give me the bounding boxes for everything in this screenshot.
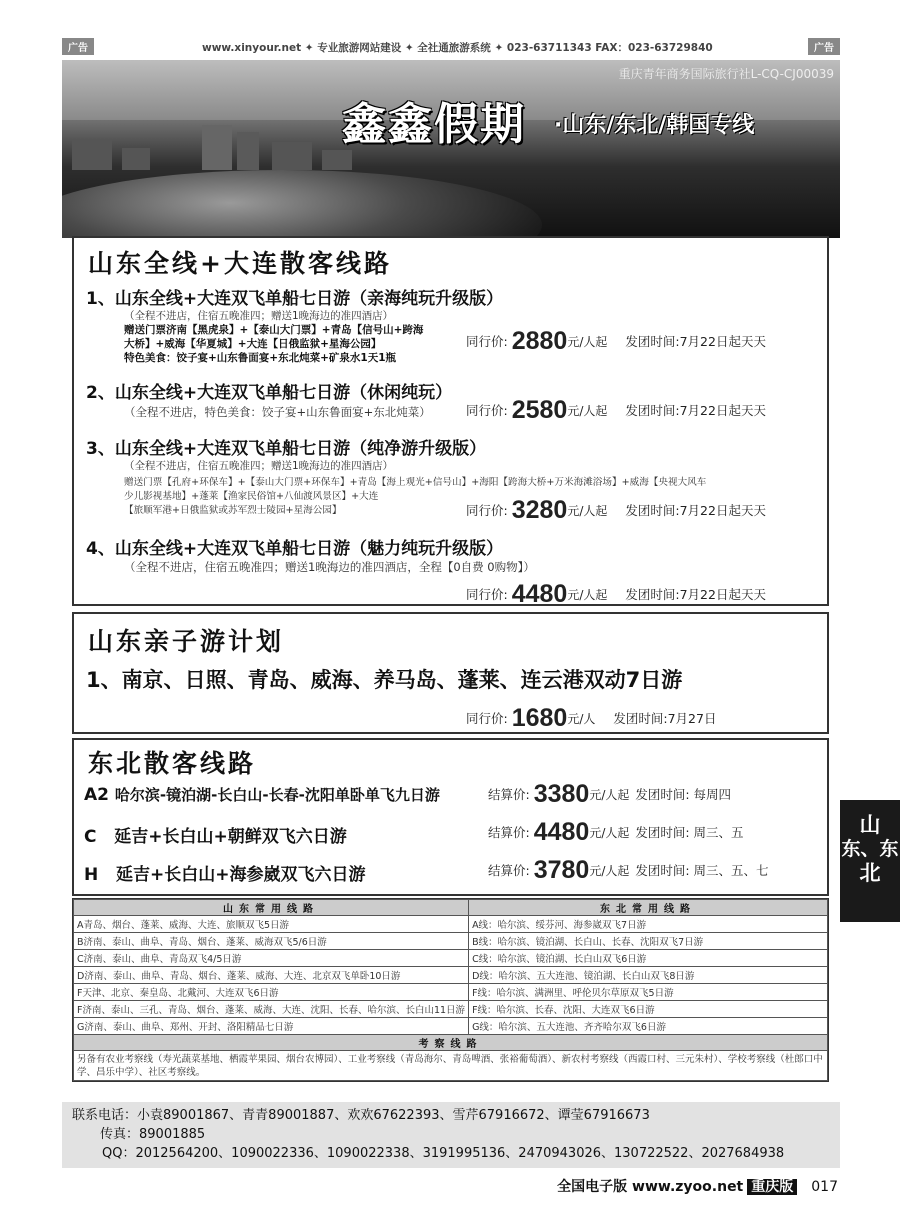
- contact-qq: QQ：2012564200、1090022336、1090022338、3191995136、2470943026、130722522、2027684938: [102, 1146, 785, 1161]
- table-header-northeast: 东北常用线路: [469, 900, 828, 916]
- route-title[interactable]: A2 哈尔滨-镜泊湖-长白山-长春-沈阳单卧单飞九日游: [84, 785, 440, 805]
- page-number: 017: [811, 1179, 838, 1195]
- price-row: 同行价: 1680元/人 发团时间:7月27日: [466, 704, 717, 732]
- ad-tag-left: 广告: [62, 38, 94, 55]
- route-note: （全程不进店，住宿五晚准四；赠送1晚海边的准四酒店）: [124, 460, 394, 472]
- brand-subtitle: ·山东/东北/韩国专线: [554, 113, 755, 138]
- price-row: 同行价: 4480元/人起 发团时间:7月22日起天天: [466, 580, 766, 608]
- contact-fax: 传真：89001885: [100, 1127, 206, 1142]
- banner-beach: [62, 170, 542, 238]
- license-number: 重庆青年商务国际旅行社L-CQ-CJ00039: [618, 67, 834, 81]
- route-title[interactable]: 2、山东全线+大连双飞单船七日游（休闲纯玩）: [86, 383, 453, 403]
- footer-site: 全国电子版 www.zyoo.net: [557, 1179, 744, 1195]
- ad-tag-right: 广告: [808, 38, 840, 55]
- depart-time: 发团时间:7月27日: [613, 711, 717, 726]
- depart-time: 发团时间:7月22日起天天: [625, 334, 766, 349]
- price: 1680: [511, 704, 568, 732]
- route-title[interactable]: 3、山东全线+大连双飞单船七日游（纯净游升级版）: [86, 439, 487, 459]
- contact-phone: 联系电话：小袁89001867、青青89001887、欢欢67622393、雪芹67916672、谭莹67916673: [72, 1108, 650, 1123]
- brand-title: 鑫鑫假期: [342, 99, 526, 150]
- section-family-trip: [72, 612, 829, 734]
- price: 3780: [533, 856, 590, 884]
- route-title[interactable]: H 延吉+长白山+海参崴双飞六日游: [84, 865, 366, 885]
- contact-box: [62, 1102, 840, 1168]
- depart-time: 发团时间:7月22日起天天: [625, 403, 766, 418]
- price: 2580: [511, 396, 568, 424]
- common-routes-table: [72, 898, 829, 1082]
- price: 3280: [511, 496, 568, 524]
- route-extra: 赠送门票【孔府+环保车】+【泰山大门票+环保车】+青岛【海上观光+信号山】+海阳【跨海大桥+万米海滩浴场】+威海【央视大风车: [124, 477, 707, 488]
- price-row: 同行价: 2580元/人起 发团时间:7月22日起天天: [466, 396, 766, 424]
- route-extra: 特色美食：饺子宴+山东鲁面宴+东北炖菜+矿泉水1天1瓶: [124, 352, 397, 364]
- depart-time: 发团时间:7月22日起天天: [625, 587, 766, 602]
- route-title[interactable]: 4、山东全线+大连双飞单船七日游（魅力纯玩升级版）: [86, 539, 504, 559]
- region-side-tab: 山 东、东 北: [840, 800, 900, 922]
- route-note: （全程不进店，住宿五晚准四；赠送1晚海边的准四酒店，全程【0自费 0购物】）: [124, 560, 535, 574]
- section-title: 山东全线+大连散客线路: [88, 249, 392, 278]
- price: 2880: [511, 327, 568, 355]
- top-ad-bar: [62, 38, 840, 56]
- depart-time: 发团时间: 周三、五: [635, 825, 744, 840]
- price-row: 结算价: 3780元/人起 发团时间: 周三、五、七: [488, 856, 769, 884]
- route-extra: 【旅顺军港+日俄监狱或苏军烈士陵园+星海公园】: [124, 505, 342, 516]
- price-row: 同行价: 2880元/人起 发团时间:7月22日起天天: [466, 327, 766, 355]
- footer-edition: 重庆版: [747, 1179, 797, 1195]
- price-row: 结算价: 4480元/人起 发团时间: 周三、五: [488, 818, 744, 846]
- table-row: G济南、泰山、曲阜、郑州、开封、洛阳精品七日游 G线：哈尔滨、五大连池、齐齐哈尔双飞6日游: [74, 1018, 828, 1035]
- price-row: 结算价: 3380元/人起 发团时间: 每周四: [488, 780, 732, 808]
- banner-skyline: [62, 120, 382, 170]
- page-footer: [557, 1176, 838, 1196]
- price-row: 同行价: 3280元/人起 发团时间:7月22日起天天: [466, 496, 766, 524]
- depart-time: 发团时间: 每周四: [635, 787, 732, 802]
- route-note: （全程不进店，住宿五晚准四；赠送1晚海边的准四酒店）: [124, 310, 394, 322]
- route-extra: 少儿影视基地】+蓬莱【渔家民俗馆+八仙渡风景区】+大连: [124, 491, 379, 502]
- route-note: （全程不进店，特色美食：饺子宴+山东鲁面宴+东北炖菜）: [124, 405, 431, 419]
- section-title: 东北散客线路: [88, 749, 257, 778]
- table-header-inspection: 考察线路: [74, 1035, 828, 1051]
- depart-time: 发团时间:7月22日起天天: [625, 503, 766, 518]
- depart-time: 发团时间: 周三、五、七: [635, 863, 769, 878]
- price: 3380: [533, 780, 590, 808]
- table-row: F天津、北京、秦皇岛、北戴河、大连双飞6日游 F线：哈尔滨、满洲里、呼伦贝尔草原双飞5日游: [74, 984, 828, 1001]
- route-title[interactable]: 1、山东全线+大连双飞单船七日游（亲海纯玩升级版）: [86, 289, 504, 309]
- route-title[interactable]: 1、南京、日照、青岛、威海、养马岛、蓬莱、连云港双动7日游: [86, 668, 683, 692]
- table-row: F济南、泰山、三孔、青岛、烟台、蓬莱、威海、大连、沈阳、长春、哈尔滨、长白山11日游 F线：哈尔滨、长春、沈阳、大连双飞6日游: [74, 1001, 828, 1018]
- route-extra: 大桥】+威海【华夏城】+大连【日俄监狱+星海公园】: [124, 338, 382, 350]
- route-extra: 赠送门票济南【黑虎泉】+【泰山大门票】+青岛【信号山+跨海: [124, 324, 424, 336]
- table-row: D济南、泰山、曲阜、青岛、烟台、蓬莱、威海、大连、北京双飞单卧10日游 D线：哈尔滨、五大连池、镜泊湖、长白山双飞8日游: [74, 967, 828, 984]
- inspection-text: 另备有农业考察线（寿光蔬菜基地、栖霞苹果园、烟台农博园）、工业考察线（青岛海尔、青岛啤酒、张裕葡萄酒）、新农村考察线（西霞口村、三元朱村）、学校考察线（杜郎口中学、昌乐中学）、社区考察线。: [74, 1051, 828, 1081]
- section-northeast: [72, 738, 829, 896]
- table-row: C济南、泰山、曲阜、青岛双飞4/5日游 C线：哈尔滨、镜泊湖、长白山双飞6日游: [74, 950, 828, 967]
- price: 4480: [533, 818, 590, 846]
- table-row: A青岛、烟台、蓬莱、威海、大连、旅顺双飞5日游 A线：哈尔滨、绥芬河、海参崴双飞7日游: [74, 916, 828, 933]
- table-header-shandong: 山东常用线路: [74, 900, 469, 916]
- banner: [62, 60, 840, 238]
- table-row: B济南、泰山、曲阜、青岛、烟台、蓬莱、威海双飞5/6日游 B线：哈尔滨、镜泊湖、长白山、长春、沈阳双飞7日游: [74, 933, 828, 950]
- route-title[interactable]: C 延吉+长白山+朝鲜双飞六日游: [84, 827, 347, 847]
- section-title: 山东亲子游计划: [88, 627, 285, 656]
- section-shandong-dalian: [72, 236, 829, 606]
- price: 4480: [511, 580, 568, 608]
- agency-contact-line: www.xinyour.net ✦ 专业旅游网站建设 ✦ 全社通旅游系统 ✦ 023-63711343 FAX：023-63729840: [202, 42, 713, 54]
